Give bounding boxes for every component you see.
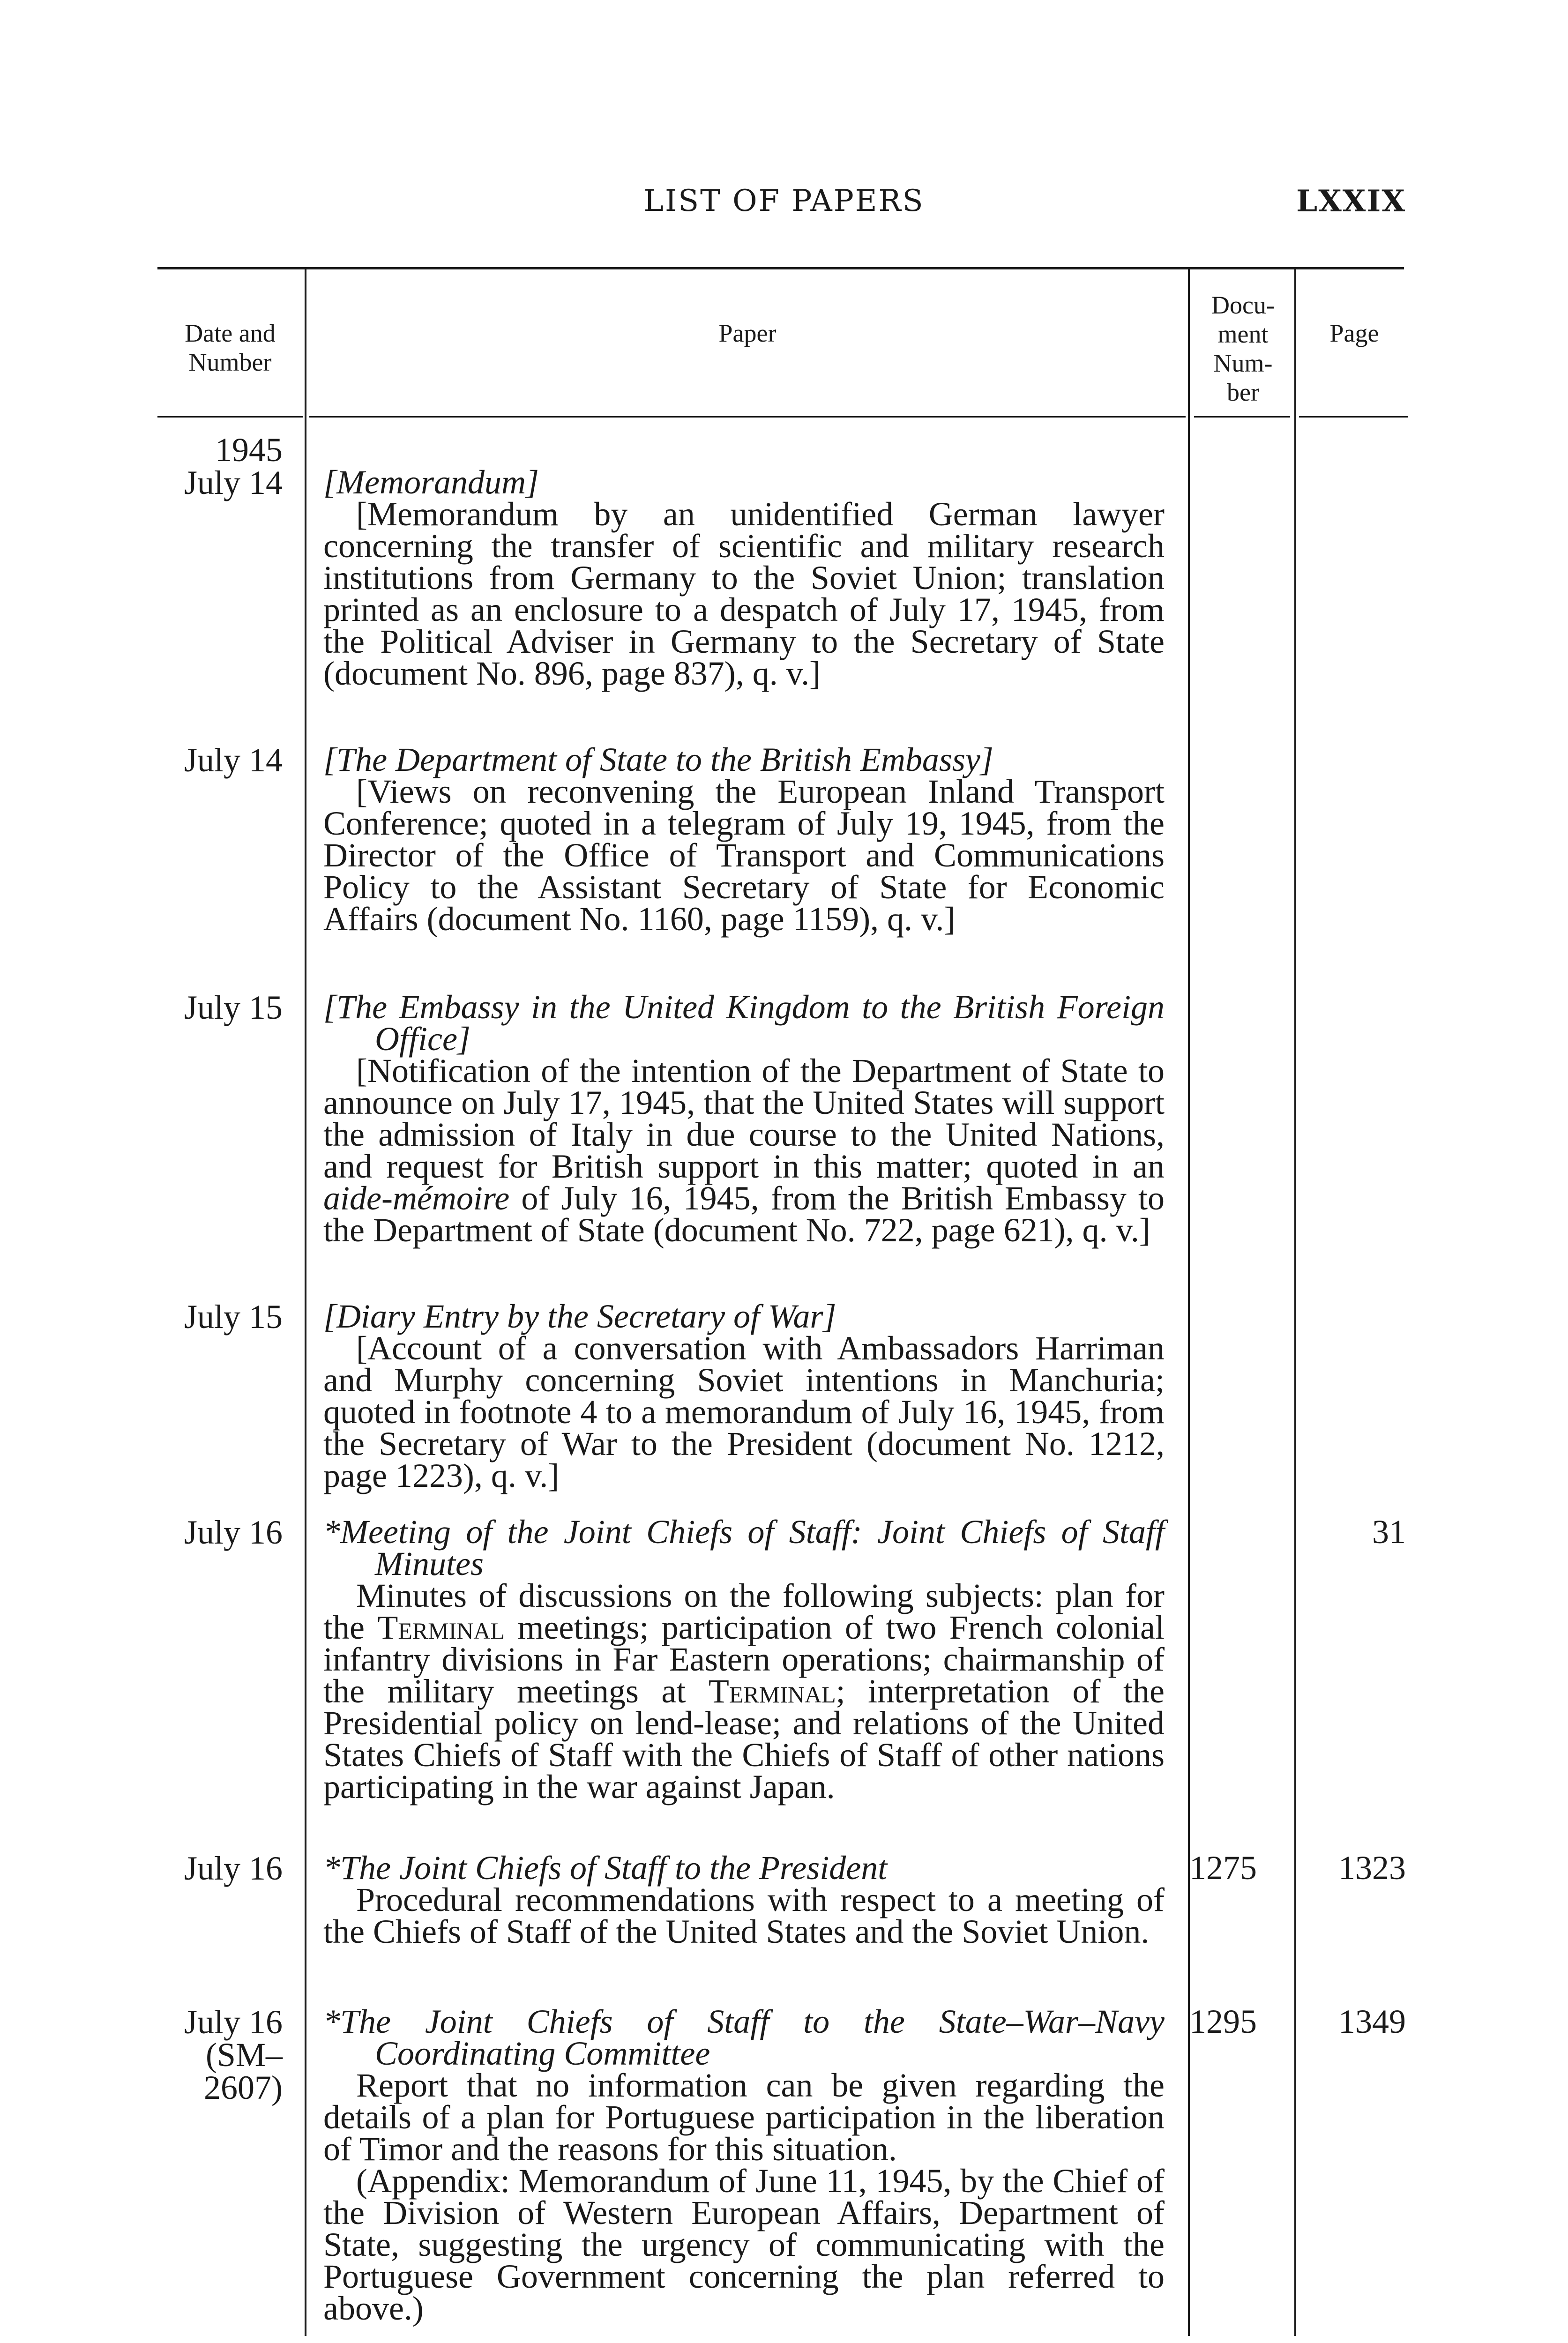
column-heading-date-line1: Date and [185, 319, 276, 347]
entry-date: July 16 (SM– 2607) [184, 2003, 283, 2106]
column-heading-document [1193, 291, 1293, 407]
entry-document-number: 1295 [1189, 2003, 1257, 2040]
entry-body-smallcaps: Terminal [708, 1672, 836, 1710]
entry-body [323, 1577, 1165, 1806]
page-header [0, 184, 1568, 221]
entry-title: [The Embassy in the United Kingdom to the British Foreign Office] [323, 988, 1165, 1058]
column-heading-page-text: Page [1329, 319, 1379, 347]
entry-page-number: 1349 [1338, 2003, 1406, 2040]
header-bottom-rule-page [1299, 416, 1408, 418]
entry-date: July 14 [184, 741, 283, 779]
entry-date: July 16 [184, 1850, 283, 1887]
header-bottom-rule-date [157, 416, 303, 418]
column-heading-paper-text: Paper [718, 319, 777, 347]
entry-body-part: Minutes of discussions on the following subjects: plan for the [323, 1577, 1165, 1646]
entry-title: *The Joint Chiefs of Staff to the State–War–Navy Coordinating Committee [323, 2003, 1165, 2072]
entry-title: [Diary Entry by the Secretary of War] [323, 1298, 836, 1335]
table-top-rule [157, 267, 1404, 269]
column-heading-date [157, 319, 303, 377]
entry-body: [Views on reconvening the European Inland Transport Conference; quoted in a telegram of July 19, 1945, from the Director of the Office of Transport and Communications Policy to the Assistant Secretary of State for Economic Affairs (document No. 1160, page 1159), q. v.] [323, 773, 1165, 938]
entry-body-part: meetings; participation of two French colonial infantry divisions in Far Eastern operations; chairmanship of the military meetings at [323, 1609, 1165, 1710]
entry-body: Procedural recommendations with respect to a meeting of the Chiefs of Staff of the United States and the Soviet Union. [323, 1881, 1165, 1950]
entry-page-number: 1323 [1338, 1849, 1406, 1887]
entry-body-part: ; interpretation of the Presidential policy on lend-lease; and relations of the United States Chiefs of Staff with the Chiefs of Staff of other nations participating in the war against Japan. [323, 1672, 1165, 1806]
entry-document-number: 1275 [1189, 1849, 1257, 1887]
column-heading-document-line2: ment [1217, 320, 1269, 348]
entry-paper [323, 1849, 1165, 1950]
entry-body-part: [Notification of the intention of the Department of State to announce on July 17, 1945, that the United States will support the admission of Italy in due course to the United Nations, and request for British support in this matter; quoted in an [323, 1052, 1165, 1185]
entry-title: [Memorandum] [323, 463, 539, 501]
entry-body-part: of July 16, 1945, from the British Embassy to the Department of State (document No. 722, page 621), q. v.] [323, 1179, 1165, 1249]
header-bottom-rule-doc [1194, 416, 1290, 418]
entry-date: July 15 [184, 989, 283, 1026]
entry-body: [Memorandum by an unidentified German lawyer concerning the transfer of scientific and military research institutions from Germany to the Soviet Union; translation printed as an enclosure to a despatch of July 17, 1945, from the Political Adviser in Germany to the Secretary of State (document No. 896, page 837), q. v.] [323, 495, 1165, 692]
entry-body [323, 1052, 1165, 1249]
entry-body: [Account of a conversation with Ambassadors Harriman and Murphy concerning Soviet intentions in Manchuria; quoted in footnote 4 to a memorandum of July 16, 1945, from the Secretary of War to the President (document No. 1212, page 1223), q. v.] [323, 1329, 1165, 1494]
column-heading-document-line3: Num- [1213, 349, 1273, 377]
column-heading-paper [309, 319, 1186, 348]
column-heading-page [1298, 319, 1411, 348]
entry-body-smallcaps: Terminal [377, 1609, 505, 1646]
column-heading-document-line1: Docu- [1211, 291, 1275, 319]
header-bottom-rule-paper [309, 416, 1186, 418]
entry-paper [323, 1300, 1165, 1492]
column-heading-document-line4: ber [1227, 378, 1259, 406]
entry-paper [323, 741, 1165, 938]
entry-page-number: 31 [1372, 1513, 1406, 1551]
column-heading-date-line2: Number [188, 348, 272, 376]
column-divider-doc [1294, 269, 1296, 2336]
entry-title: *The Joint Chiefs of Staff to the President [323, 1849, 888, 1887]
entry-body: Report that no information can be given regarding the details of a plan for Portuguese participation in the liberation of Timor and the reasons for this situation. [323, 2067, 1165, 2168]
entry-date: July 14 [184, 464, 283, 501]
entry-title: [The Department of State to the British Embassy] [323, 741, 993, 778]
entry-appendix: (Appendix: Memorandum of June 11, 1945, by the Chief of the Division of Western European Affairs, Department of State, suggesting the urgency of communicating with the Portuguese Government concerning the plan referred to above.) [323, 2162, 1165, 2327]
entry-date: July 15 [184, 1298, 283, 1336]
entry-paper [323, 2003, 1165, 2327]
page-number-roman: LXXIX [1296, 184, 1406, 219]
entry-body-italic: aide-mémoire [323, 1179, 510, 1217]
entry-title: *Meeting of the Joint Chiefs of Staff: Joint Chiefs of Staff Minutes [323, 1513, 1165, 1582]
running-title: LIST OF PAPERS [643, 184, 925, 218]
entry-paper [323, 988, 1165, 1249]
entry-year: 1945 [215, 431, 283, 469]
entry-date: July 16 [184, 1514, 283, 1551]
entry-paper [323, 1513, 1165, 1806]
entry-paper [323, 463, 1165, 692]
column-divider-date [305, 269, 306, 2336]
